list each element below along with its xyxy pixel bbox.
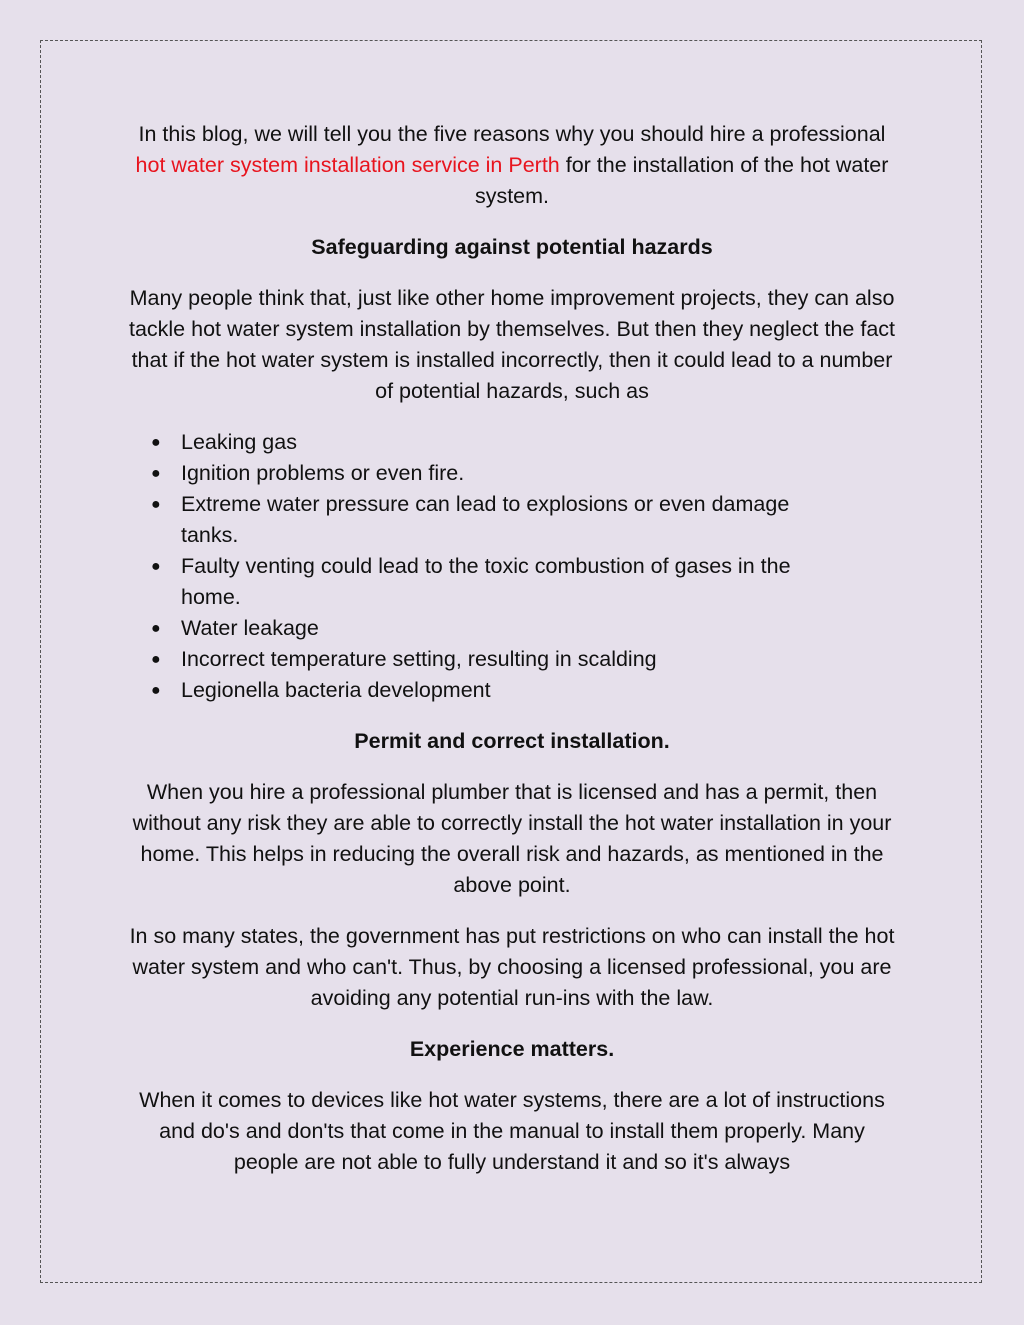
experience-paragraph: When it comes to devices like hot water systems, there are a lot of instructions and do's and don'ts that come in the manual to install them properly. Many people are not able to fully understand it and so it's always bbox=[139, 1088, 885, 1174]
list-item-text: Extreme water pressure can lead to explosions or even damage tanks. bbox=[181, 492, 790, 547]
permit-paragraph-1: When you hire a professional plumber that is licensed and has a permit, then without any risk they are able to correctly install the hot water installation in your home. This helps in reducing the overall risk and hazards, as mentioned in the above point. bbox=[132, 780, 892, 897]
list-item-text: Water leakage bbox=[181, 616, 319, 640]
bullet-icon: ● bbox=[151, 496, 161, 513]
bullet-icon: ● bbox=[151, 558, 161, 575]
intro-text-before: In this blog, we will tell you the five reasons why you should hire a professional bbox=[138, 122, 886, 146]
intro-paragraph bbox=[127, 119, 897, 212]
list-item bbox=[151, 613, 897, 644]
bullet-icon: ● bbox=[151, 682, 161, 699]
list-item bbox=[151, 458, 897, 489]
service-link[interactable]: hot water system installation service in Perth bbox=[135, 153, 560, 177]
list-item bbox=[151, 427, 897, 458]
hazards-heading: Safeguarding against potential hazards bbox=[311, 235, 713, 259]
bullet-icon: ● bbox=[151, 651, 161, 668]
list-item bbox=[151, 489, 897, 551]
permit-paragraph-2: In so many states, the government has put restrictions on who can install the hot water system and who can't. Thus, by choosing a licensed professional, you are avoiding any potential run-ins with the law. bbox=[129, 924, 895, 1010]
bullet-icon: ● bbox=[151, 434, 161, 451]
list-item bbox=[151, 551, 897, 613]
intro-text-after: for the installation of the hot water system. bbox=[474, 153, 889, 208]
bullet-icon: ● bbox=[151, 465, 161, 482]
bullet-icon: ● bbox=[151, 620, 161, 637]
list-item bbox=[151, 644, 897, 675]
experience-heading: Experience matters. bbox=[409, 1037, 615, 1061]
hazards-list bbox=[127, 427, 897, 706]
document-page bbox=[40, 40, 982, 1283]
list-item-text: Ignition problems or even fire. bbox=[181, 461, 465, 485]
hazards-paragraph: Many people think that, just like other home improvement projects, they can also tackle hot water system installation by themselves. But then they neglect the fact that if the hot water system is installed incorrectly, then it could lead to a number of potential hazards, such as bbox=[128, 286, 896, 403]
list-item-text: Faulty venting could lead to the toxic combustion of gases in the home. bbox=[181, 554, 791, 609]
list-item bbox=[151, 675, 897, 706]
list-item-text: Leaking gas bbox=[181, 430, 297, 454]
permit-heading: Permit and correct installation. bbox=[354, 729, 670, 753]
document-content bbox=[127, 119, 897, 1198]
list-item-text: Legionella bacteria development bbox=[181, 678, 491, 702]
list-item-text: Incorrect temperature setting, resulting in scalding bbox=[181, 647, 657, 671]
